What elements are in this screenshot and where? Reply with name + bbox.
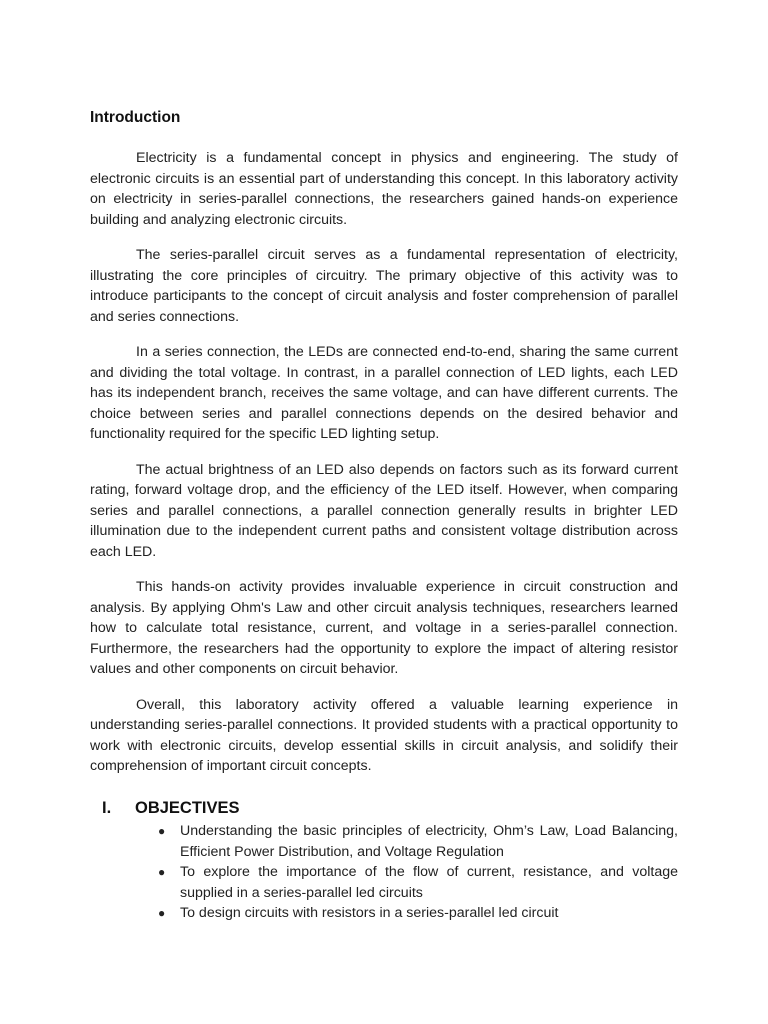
objectives-heading [90,797,678,819]
intro-paragraph-2: The series-parallel circuit serves as a fundamental representation of electricity, illustrating the core principles of circuitry. The primary objective of this activity was to introduce participants to the concept of circuit analysis and foster comprehension of parallel and series connections. [90,246,678,325]
intro-paragraph-5: This hands-on activity provides invaluable experience in circuit construction and analysis. By applying Ohm's Law and other circuit analysis techniques, researchers learned how to calculate total resistance, current, and voltage in a series-parallel connection. Furthermore, the researchers had the opportunity to explore the impact of altering resistor values and other components on circuit behavior. [90,579,678,678]
intro-paragraph-3: In a series connection, the LEDs are connected end-to-end, sharing the same current and dividing the total voltage. In contrast, in a parallel connection of LED lights, each LED has its independent branch, receives the same voltage, and can have different currents. The choice between series and parallel connections depends on the desired behavior and functionality required for the specific LED lighting setup. [90,343,678,443]
objective-text: Understanding the basic principles of electricity, Ohm’s Law, Load Balancing, Efficient Power Distribution, and Voltage Regulation [180,823,678,860]
introduction-heading: Introduction [90,109,181,126]
bullet-icon: ● [158,824,166,838]
intro-paragraph-4: The actual brightness of an LED also depends on factors such as its forward current rating, forward voltage drop, and the efficiency of the LED itself. However, when comparing series and parallel connections, a parallel connection generally results in brighter LED illumination due to the independent current paths and consistent voltage distribution across each LED. [90,461,678,560]
objectives-section [90,797,678,924]
list-item [156,862,678,903]
objective-text: To explore the importance of the flow of current, resistance, and voltage supplied in a series-parallel led circuits [180,864,678,901]
intro-paragraph-1: Electricity is a fundamental concept in physics and engineering. The study of electronic circuits is an essential part of understanding this concept. In this laboratory activity on electricity in series-parallel connections, the researchers gained hands-on experience building and analyzing electronic circuits. [90,150,678,228]
section-title: OBJECTIVES [135,799,240,817]
section-number: I. [102,799,112,817]
objective-text: To design circuits with resistors in a series-parallel led circuit [180,905,559,922]
objectives-list [90,821,678,924]
bullet-icon: ● [158,906,166,921]
list-item [156,821,678,862]
list-item [156,903,678,924]
document-page [90,106,678,924]
intro-paragraph-6: Overall, this laboratory activity offered a valuable learning experience in understanding series-parallel connections. It provided students with a practical opportunity to work with electronic circuits, develop essential skills in circuit analysis, and solidify their comprehension of important circuit concepts. [90,696,678,775]
bullet-icon: ● [158,865,166,880]
